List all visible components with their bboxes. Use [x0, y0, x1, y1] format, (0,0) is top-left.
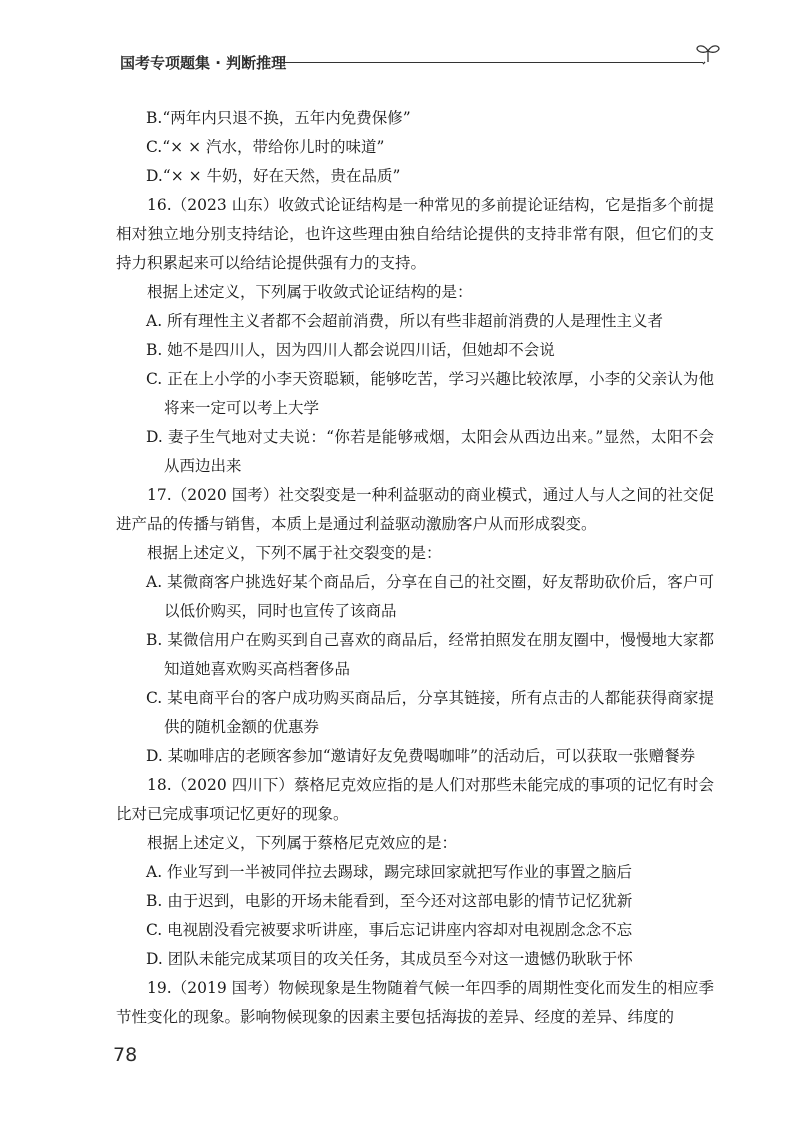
question-17-stem: 17.（2020 国考）社交裂变是一种利益驱动的商业模式，通过人与人之间的社交促进产品的传播与销售，本质上是通过利益驱动激励客户从而形成裂变。 — [116, 486, 714, 533]
question-16-option-c: C. 正在上小学的小李天资聪颖，能够吃苦，学习兴趣比较浓厚，小李的父亲认为他将来一定可以考上大学 — [146, 370, 714, 417]
sprout-leaf-icon — [693, 40, 723, 70]
question-17-prompt: 根据上述定义，下列不属于社交裂变的是： — [147, 544, 442, 562]
running-header — [120, 48, 720, 78]
question-17-option-d: D. 某咖啡店的老顾客参加“邀请好友免费喝咖啡”的活动后，可以获取一张赠餐券 — [146, 747, 696, 765]
page-number: 78 — [113, 1044, 138, 1066]
question-17-option-b: B. 某微信用户在购买到自己喜欢的商品后，经常拍照发在朋友圈中，慢慢地大家都知道她喜欢购买高档奢侈品 — [146, 631, 714, 678]
question-16-prompt: 根据上述定义，下列属于收敛式论证结构的是： — [147, 283, 473, 301]
question-16-option-b: B. 她不是四川人，因为四川人都会说四川话，但她却不会说 — [146, 341, 555, 359]
option-line: C.“× × 汽水，带给你儿时的味道” — [146, 138, 385, 156]
question-16-option-d: D. 妻子生气地对丈夫说：“你若是能够戒烟，太阳会从西边出来。”显然，太阳不会从西边出来 — [146, 428, 714, 475]
question-19-stem: 19.（2019 国考）物候现象是生物随着气候一年四季的周期性变化而发生的相应季节性变化的现象。影响物候现象的因素主要包括海拔的差异、经度的差异、纬度的 — [116, 979, 714, 1026]
option-line: D.“× × 牛奶，好在天然，贵在品质” — [146, 167, 401, 185]
question-16-stem: 16.（2023 山东）收敛式论证结构是一种常见的多前提论证结构，它是指多个前提相对独立地分别支持结论，也许这些理由独自给结论提供的支持非常有限，但它们的支持力积累起来可以给结论提供强有力的支持。 — [116, 196, 714, 272]
question-17-option-c: C. 某电商平台的客户成功购买商品后，分享其链接，所有点击的人都能获得商家提供的随机金额的优惠券 — [146, 689, 714, 736]
page-body — [116, 104, 714, 1032]
question-18-option-c: C. 电视剧没看完被要求听讲座，事后忘记讲座内容却对电视剧念念不忘 — [146, 921, 633, 939]
question-18-option-d: D. 团队未能完成某项目的攻关任务，其成员至今对这一遗憾仍耿耿于怀 — [146, 950, 633, 968]
question-18-option-b: B. 由于迟到，电影的开场未能看到，至今还对这部电影的情节记忆犹新 — [146, 892, 633, 910]
option-line: B.“两年内只退不换，五年内免费保修” — [146, 109, 411, 127]
header-rule — [278, 62, 703, 63]
question-18-stem: 18.（2020 四川下）蔡格尼克效应指的是人们对那些未能完成的事项的记忆有时会比对已完成事项记忆更好的现象。 — [116, 776, 714, 823]
question-17-option-a: A. 某微商客户挑选好某个商品后，分享在自己的社交圈，好友帮助砍价后，客户可以低价购买，同时也宣传了该商品 — [146, 573, 714, 620]
question-18-prompt: 根据上述定义，下列属于蔡格尼克效应的是： — [147, 834, 458, 852]
question-16-option-a: A. 所有理性主义者都不会超前消费，所以有些非超前消费的人是理性主义者 — [146, 312, 664, 330]
question-18-option-a: A. 作业写到一半被同伴拉去踢球，踢完球回家就把写作业的事置之脑后 — [146, 863, 633, 881]
header-title: 国考专项题集 · 判断推理 — [120, 54, 287, 72]
